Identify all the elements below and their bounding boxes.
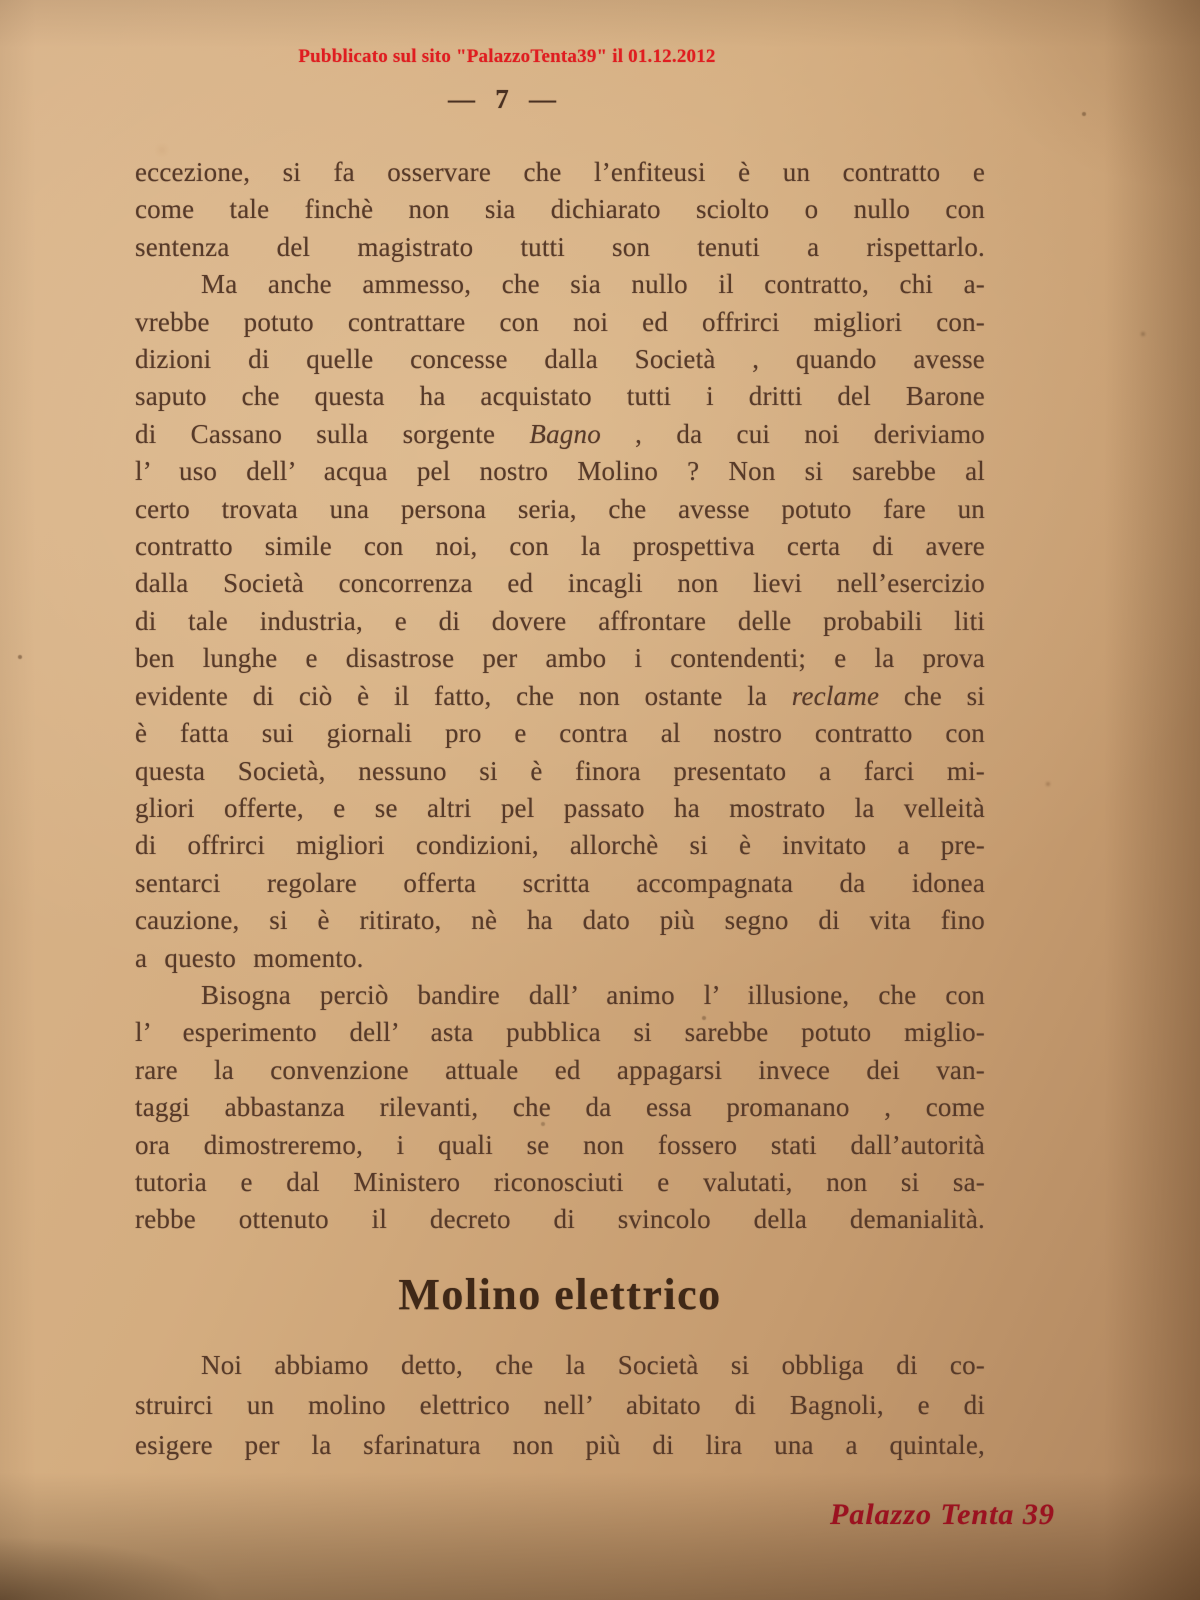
text-line: dizioni di quelle concesse dalla Società , quando avesse [135,344,985,375]
text-line: sentenza del magistrato tutti son tenuti a rispettarlo. [135,231,985,262]
text-line: l’ uso dell’ acqua pel nostro Molino ? Non si sarebbe al [135,456,985,487]
text-line: certo trovata una persona seria, che avesse potuto fare un [135,493,985,524]
text-line: saputo che questa ha acquistato tutti i dritti del Barone [135,381,985,412]
text-line: esigere per la sfarinatura non più di lira una a quintale, [135,1429,985,1460]
text-line: sentarci regolare offerta scritta accompagnata da idonea [135,867,985,898]
text-line: di Cassano sulla sorgente Bagno , da cui noi deriviamo [135,418,985,449]
paragraph [135,1345,985,1465]
text-line: contratto simile con noi, con la prospettiva certa di avere [135,531,985,562]
text-line: rare la convenzione attuale ed appagarsi invece dei van- [135,1054,985,1085]
text-line: l’ esperimento dell’ asta pubblica si sarebbe potuto miglio- [135,1017,985,1048]
site-watermark: Pubblicato sul sito "PalazzoTenta39" il 01.12.2012 [298,46,716,67]
footer-stamp: Palazzo Tenta 39 [830,1498,1055,1531]
text-line: di offrirci migliori condizioni, allorchè si è invitato a pre- [135,830,985,861]
text-line: Noi abbiamo detto, che la Società si obbliga di co- [201,1349,985,1380]
text-line: gliori offerte, e se altri pel passato ha mostrato la velleità [135,792,985,823]
text-line: evidente di ciò è il fatto, che non ostante la reclame che si [135,680,985,711]
text-line: eccezione, si fa osservare che l’enfiteusi è un contratto e [135,157,985,187]
text-line: ben lunghe e disastrose per ambo i contendenti; e la prova [135,643,985,674]
text-line: rebbe ottenuto il decreto di svincolo della demanialità. [135,1204,985,1235]
text-line: struirci un molino elettrico nell’ abitato di Bagnoli, e di [135,1389,985,1420]
text-line: di tale industria, e di dovere affrontare delle probabili liti [135,605,985,636]
paragraph [135,266,985,977]
paragraph [135,977,985,1239]
text-line: è fatta sui giornali pro e contra al nostro contratto con [135,718,985,749]
page-number: — 7 — [448,84,556,114]
text-line: vrebbe potuto contrattare con noi ed offrirci migliori con- [135,306,985,337]
paragraph [135,154,985,266]
text-line: questa Società, nessuno si è finora presentato a farci mi- [135,755,985,786]
text-line: ora dimostreremo, i quali se non fossero stati dall’autorità [135,1129,985,1160]
text-line: Bisogna perciò bandire dall’ animo l’ illusione, che con [201,979,985,1010]
document-body [135,154,985,1465]
text-line: taggi abbastanza rilevanti, che da essa promanano , come [135,1092,985,1123]
section-heading: Molino elettrico [398,1269,722,1319]
text-line: tutoria e dal Ministero riconosciuti e valutati, non si sa- [135,1166,985,1197]
text-line: a questo momento. [135,942,364,973]
text-line: dalla Società concorrenza ed incagli non lievi nell’esercizio [135,568,985,599]
text-line: cauzione, si è ritirato, nè ha dato più segno di vita fino [135,905,985,936]
text-line: come tale finchè non sia dichiarato sciolto o nullo con [135,194,985,225]
text-line: Ma anche ammesso, che sia nullo il contratto, chi a- [201,269,985,300]
